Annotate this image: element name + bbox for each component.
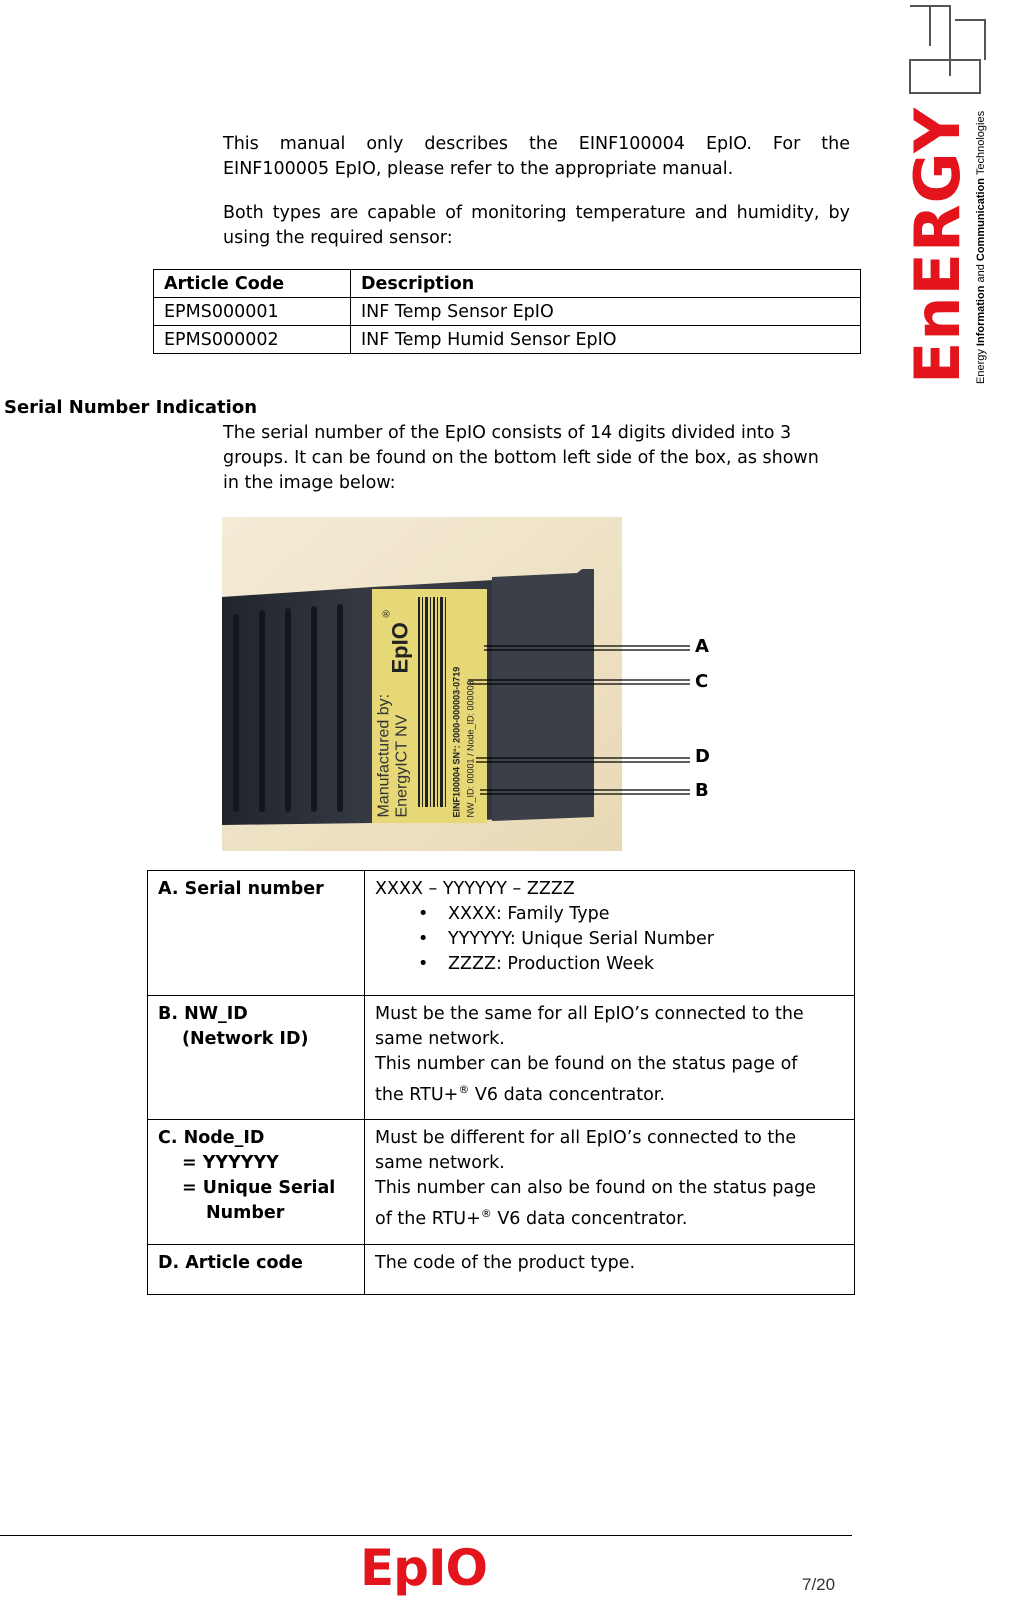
def-line-part: V6 data concentrator.: [469, 1084, 665, 1105]
serial-line: in the image below:: [223, 473, 396, 493]
registered-mark: ®: [480, 1207, 492, 1220]
def-line: same network.: [375, 1029, 505, 1049]
label-ids: NW_ID: 00001 / Node_ID: 000003: [465, 680, 476, 818]
table-row: [148, 996, 855, 1120]
table-cell: EPMS000001: [154, 298, 351, 326]
table-row: [148, 1245, 855, 1295]
intro-line: Both types are capable of monitoring temperature and humidity, by: [223, 203, 850, 223]
def-line: This number can be found on the status page of: [375, 1054, 798, 1074]
list-item: • XXXX: Family Type: [448, 902, 844, 927]
page-number: 7/20: [802, 1575, 836, 1594]
serial-line: The serial number of the EpIO consists of 14 digits divided into 3: [223, 423, 792, 443]
def-line-part: of the RTU+: [375, 1208, 481, 1229]
table-cell: INF Temp Sensor EpIO: [351, 298, 861, 326]
section-heading: Serial Number Indication: [4, 397, 258, 418]
table-header: Article Code: [154, 270, 351, 298]
intro-line: using the required sensor:: [223, 228, 453, 248]
def-label-c: [148, 1120, 365, 1245]
table-cell: INF Temp Humid Sensor EpIO: [351, 326, 861, 354]
def-content-d: The code of the product type.: [365, 1245, 855, 1295]
callout-d: D: [695, 746, 710, 767]
def-line: This number can also be found on the status page: [375, 1178, 817, 1198]
def-label-line: = YYYYYY: [182, 1153, 279, 1173]
footer-logo: EpIO: [360, 1539, 488, 1597]
intro-paragraph-1: [223, 132, 850, 182]
def-label-d: D. Article code: [148, 1245, 365, 1295]
def-label-line: C. Node_ID: [158, 1128, 265, 1148]
def-line-part: V6 data concentrator.: [491, 1208, 688, 1229]
serial-paragraph: [223, 421, 863, 496]
side-logo-tagline-5: Technologies: [975, 110, 987, 178]
def-label-line: = Unique Serial: [182, 1178, 336, 1198]
table-header: Description: [351, 270, 861, 298]
registered-mark: ®: [458, 1083, 470, 1096]
def-label-b: [148, 996, 365, 1120]
side-logo-tagline-4: Communication: [975, 177, 987, 262]
intro-paragraph-2: [223, 201, 850, 251]
list-item: • YYYYYY: Unique Serial Number: [448, 927, 844, 952]
def-content-b: [365, 996, 855, 1120]
side-logo-tagline-2: Information: [975, 285, 987, 347]
def-label-line: B. NW_ID: [158, 1004, 248, 1024]
label-reg: ®: [381, 610, 393, 618]
label-brand: EpIO: [387, 622, 413, 674]
def-line: Must be different for all EpIO’s connected to the: [375, 1128, 797, 1148]
def-line: same network.: [375, 1153, 505, 1173]
table-row: [148, 871, 855, 996]
def-line: Must be the same for all EpIO’s connected to the: [375, 1004, 804, 1024]
list-item: • ZZZZ: Production Week: [448, 952, 844, 977]
def-content-a: [365, 871, 855, 996]
side-logo-brand: EnERGY: [901, 106, 974, 384]
article-table: [153, 269, 861, 354]
label-sn: EINF100004 SN°: 2000-000003-0719: [451, 666, 462, 818]
def-label-line: (Network ID): [182, 1029, 309, 1049]
table-row: [154, 326, 861, 354]
serial-bullets: [375, 902, 844, 977]
table-header-row: [154, 270, 861, 298]
callout-b: B: [695, 780, 709, 801]
def-content-c: [365, 1120, 855, 1245]
callout-c: C: [695, 671, 709, 692]
label-manufactured: Manufactured by:: [375, 693, 393, 818]
intro-line: EINF100005 EpIO, please refer to the appropriate manual.: [223, 159, 734, 179]
serial-line: groups. It can be found on the bottom left side of the box, as shown: [223, 448, 819, 468]
definitions-table: [147, 870, 855, 1295]
label-company: EnergyICT NV: [393, 714, 411, 818]
def-line: [375, 1201, 844, 1232]
serial-format: XXXX – YYYYYY – ZZZZ: [375, 879, 575, 899]
def-line: [375, 1077, 844, 1108]
callout-lines: [440, 640, 700, 800]
intro-line: This manual only describes the EINF100004 EpIO. For the: [223, 134, 850, 154]
side-logo: [900, 0, 1016, 400]
callout-a: A: [695, 636, 709, 657]
def-line-part: the RTU+: [375, 1084, 459, 1105]
side-logo-tagline-1: Energy: [975, 346, 987, 384]
def-label-line: Number: [206, 1203, 285, 1223]
side-logo-tagline-3: and: [975, 261, 987, 286]
table-row: [148, 1120, 855, 1245]
table-row: [154, 298, 861, 326]
table-cell: EPMS000002: [154, 326, 351, 354]
footer-divider: [0, 1535, 852, 1536]
def-label-a: A. Serial number: [148, 871, 365, 996]
